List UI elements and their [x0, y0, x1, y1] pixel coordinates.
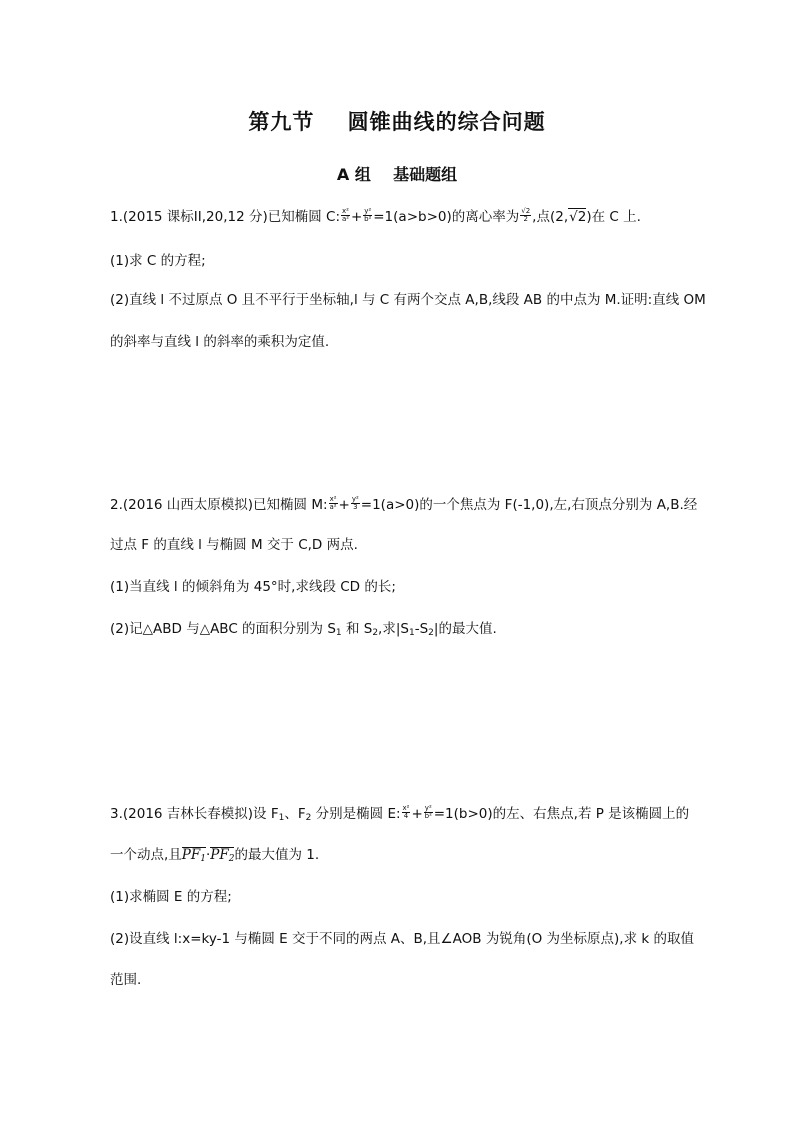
text: )在 C 上. [586, 209, 641, 225]
denominator: 2 [523, 214, 528, 223]
numerator: y² [351, 494, 359, 503]
subscript: 1 [278, 813, 285, 823]
subscript: 2 [228, 854, 235, 864]
dot-operator: · [205, 847, 211, 863]
vector-label: PF [181, 847, 201, 863]
denominator: 3 [353, 502, 358, 511]
denominator: a² [341, 214, 350, 223]
text: 的最大值为 1. [234, 847, 320, 863]
subscript: 2 [428, 628, 434, 638]
text: =1(b>0)的左、右焦点,若 P 是该椭圆上的 [433, 806, 690, 822]
problem-1-part-2: (2)直线 l 不过原点 O 且不平行于坐标轴,l 与 C 有两个交点 A,B,线段 AB 的中点为 M.证明:直线 OM [110, 292, 706, 308]
denominator: 4 [403, 811, 409, 820]
section-subtitle: A 组 基础题组 [336, 165, 458, 184]
sqrt-2: √2 [569, 209, 587, 225]
numerator: √2 [521, 206, 531, 215]
numerator: x² [329, 494, 337, 503]
text: (2)记△ABD 与△ABC 的面积分别为 S [110, 621, 336, 637]
problem-2-part-1: (1)当直线 l 的倾斜角为 45°时,求线段 CD 的长; [110, 579, 396, 595]
fraction-sqrt2-2 [520, 208, 531, 223]
subscript: 1 [408, 628, 415, 638]
vector-label: PF [210, 847, 229, 863]
problem-1-part-1: (1)求 C 的方程; [110, 253, 206, 269]
text: 2.(2016 山西太原模拟)已知椭圆 M: [110, 497, 328, 513]
subscript: 1 [200, 854, 206, 864]
text: 1.(2015 课标II,20,12 分)已知椭圆 C: [110, 209, 341, 225]
problem-3-part-2: (2)设直线 l:x=ky-1 与椭圆 E 交于不同的两点 A、B,且∠AOB 为锐角(O 为坐标原点),求 k 的取值 [110, 931, 694, 947]
subscript: 1 [335, 628, 342, 638]
text: ,求|S [378, 621, 409, 637]
denominator: b² [364, 214, 372, 223]
fraction-x2-a2 [341, 208, 350, 223]
numerator: y² [364, 206, 372, 215]
text: 分别是椭圆 E: [311, 806, 401, 822]
text: -S [414, 621, 429, 637]
subscript: 2 [372, 628, 379, 638]
problem-3-part-1: (1)求椭圆 E 的方程; [110, 889, 232, 905]
problem-2-line-2: 过点 F 的直线 l 与椭圆 M 交于 C,D 两点. [110, 537, 358, 553]
subscript: 2 [305, 813, 312, 823]
text: ,点(2, [532, 209, 569, 225]
problem-1-part-2-cont: 的斜率与直线 l 的斜率的乘积为定值. [110, 334, 330, 350]
fraction-y2-3 [351, 496, 360, 511]
fraction-y2-b2 [363, 208, 372, 223]
text: =1(a>b>0)的离心率为 [373, 209, 520, 225]
text: 一个动点,且 [110, 847, 182, 863]
problem-2-part-2 [110, 619, 497, 643]
problem-2-line-1 [110, 495, 697, 515]
denominator: b² [424, 811, 432, 820]
text: 和 S [341, 621, 373, 637]
numerator: x² [402, 803, 410, 812]
plus: + [411, 806, 423, 822]
text: |的最大值. [433, 621, 497, 637]
vector-pf2 [210, 847, 234, 866]
vector-pf1 [182, 847, 206, 866]
problem-1-line-1 [110, 207, 641, 227]
fraction-x2-a2 [329, 496, 338, 511]
fraction-x2-4 [402, 805, 411, 820]
text: 、F [284, 806, 306, 822]
problem-3-line-2 [110, 845, 319, 866]
problem-3-part-2-cont: 范围. [110, 972, 142, 988]
numerator: x² [342, 206, 349, 215]
text: 3.(2016 吉林长春模拟)设 F [110, 806, 279, 822]
plus: + [338, 497, 350, 513]
numerator: y² [424, 803, 432, 812]
page-title: 第九节 圆锥曲线的综合问题 [248, 110, 546, 134]
plus: + [350, 209, 363, 225]
problem-3-line-1 [110, 804, 689, 828]
text: =1(a>0)的一个焦点为 F(-1,0),左,右顶点分别为 A,B.经 [360, 497, 698, 513]
denominator: a² [329, 502, 337, 511]
fraction-y2-b2 [424, 805, 433, 820]
